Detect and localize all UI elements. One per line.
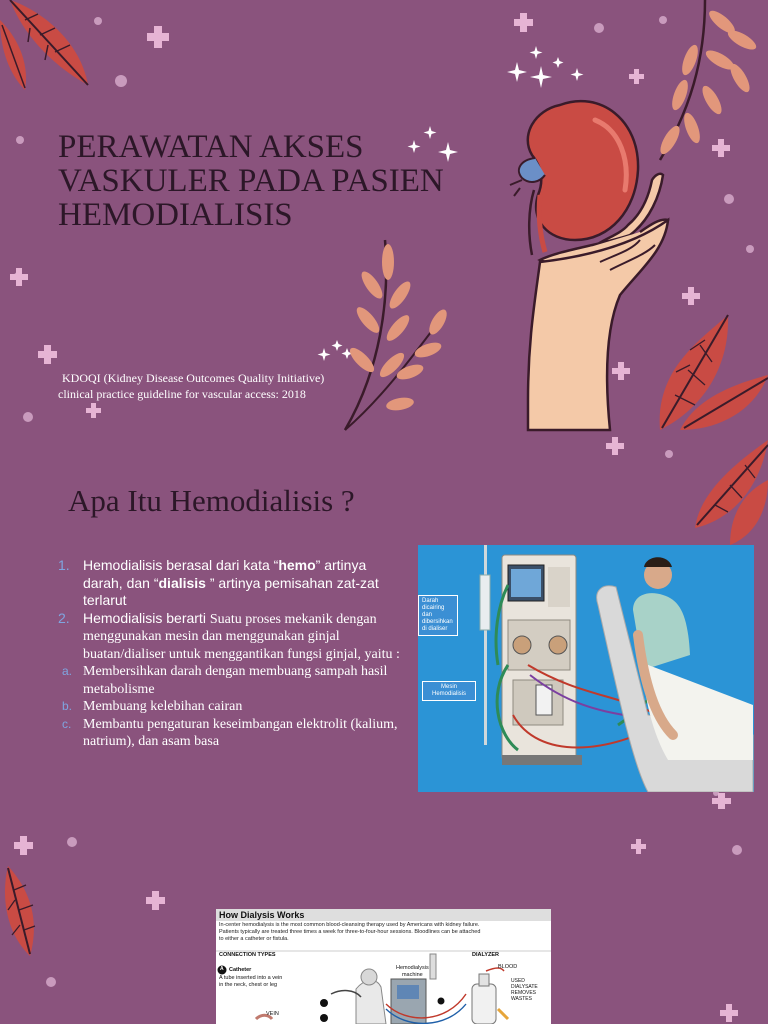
title-line-3: HEMODIALISIS: [58, 197, 293, 233]
list-letter: a.: [62, 664, 73, 678]
text-run: Suatu proses mekanik dengan menggunakan mesin dan menggunakan ginjal buatan/dialiser untuk menggantikan fungsi ginjal, yaitu :: [83, 611, 400, 662]
text-run: Membuang kelebihan cairan: [83, 699, 243, 714]
callout-label-blood-cleaned: [418, 595, 458, 636]
infographic-intro: [219, 922, 544, 943]
used-dialysate-label: [511, 978, 538, 1002]
list-letter: b.: [62, 699, 73, 713]
how-dialysis-works-infographic: [216, 909, 551, 1024]
leaves-right: [660, 315, 768, 545]
used-dialysate-line: DIALYSATE: [511, 984, 538, 990]
callout-text: Darah dicairing: [422, 598, 445, 611]
infographic-title: How Dialysis Works: [216, 909, 551, 921]
machine-label-line: machine: [401, 972, 423, 978]
list-number: 2.: [58, 609, 70, 626]
list-letter: c.: [62, 716, 72, 731]
text-run: ” artinya darah, dan “: [83, 557, 367, 591]
definition-list: [58, 557, 403, 751]
subtitle-line-1: KDOQI (Kidney Disease Outcomes Quality Initiative): [62, 371, 325, 385]
callout-label-hemodialysis-machine: [422, 681, 476, 701]
callout-text: Hemodialisis: [431, 691, 466, 697]
hemodialysis-scene-image: [418, 545, 754, 792]
leaf-bottom-left: [5, 866, 35, 956]
used-dialysate-line: WASTES: [511, 996, 532, 1002]
machine-label: [396, 965, 429, 979]
page-title: [58, 130, 478, 232]
text-run: Hemodialisis berarti: [83, 609, 210, 626]
text-run: Membantu pengaturan keseimbangan elektrolit (kalium, natrium), dan asam basa: [83, 716, 398, 749]
list-item-1: [58, 557, 403, 610]
text-run: Hemodialisis berasal dari kata “: [83, 557, 279, 573]
text-run: Membersihkan darah dengan membuang sampah hasil metabolisme: [83, 664, 388, 697]
list-subitem-c: [58, 716, 403, 751]
list-subitem-b: [58, 698, 403, 716]
hemodialysis-illustration: [418, 545, 754, 792]
section-heading: Apa Itu Hemodialisis ?: [68, 483, 355, 518]
term-dialisis: dialisis: [158, 574, 206, 591]
connection-types-heading: CONNECTION TYPES: [219, 952, 276, 958]
intro-line: Patients typically are treated three times a week for three-to-four-hour sessions. Bloodlines can be attached: [219, 929, 481, 935]
subtitle-line-2: clinical practice guideline for vascular access: 2018: [58, 387, 306, 401]
vein-label: VEIN: [266, 1011, 279, 1017]
leaf-top-left: [0, 0, 88, 90]
catheter-description-line-1: A tube inserted into a vein: [219, 975, 283, 981]
intro-line: In-center hemodialysis is the most common blood-cleansing therapy used by Americans with kidney failure.: [219, 922, 480, 928]
title-line-1: PERAWATAN AKSES: [58, 129, 364, 165]
list-item-2: [58, 610, 403, 664]
dialyzer-heading: DIALYZER: [472, 952, 499, 958]
branch-top-right: [657, 0, 759, 160]
callout-text: di dialiser: [422, 626, 448, 632]
list-number: 1.: [58, 557, 70, 573]
callout-text: Mesin: [440, 684, 457, 690]
subtitle-source: [58, 370, 368, 402]
list-subitem-a: [58, 663, 403, 698]
hand-holding-kidney-illustration: [510, 101, 668, 430]
machine-label-line: Hemodialysis: [396, 965, 429, 971]
intro-line: to either a catheter or fistula.: [219, 936, 289, 942]
catheter-heading: Catheter: [229, 967, 252, 973]
used-dialysate-line: REMOVES: [511, 990, 537, 996]
term-hemo: hemo: [278, 557, 316, 573]
catheter-letter-badge: A: [220, 966, 224, 972]
title-line-2: VASKULER PADA PASIEN: [58, 163, 444, 199]
callout-text: dan dibersihkan: [422, 612, 453, 625]
blood-label: BLOOD: [498, 964, 518, 970]
catheter-description-line-2: in the neck, chest or leg: [219, 982, 278, 988]
text-run: ” artinya pemisahan zat-zat terlarut: [83, 574, 379, 608]
used-dialysate-line: USED: [511, 978, 525, 984]
